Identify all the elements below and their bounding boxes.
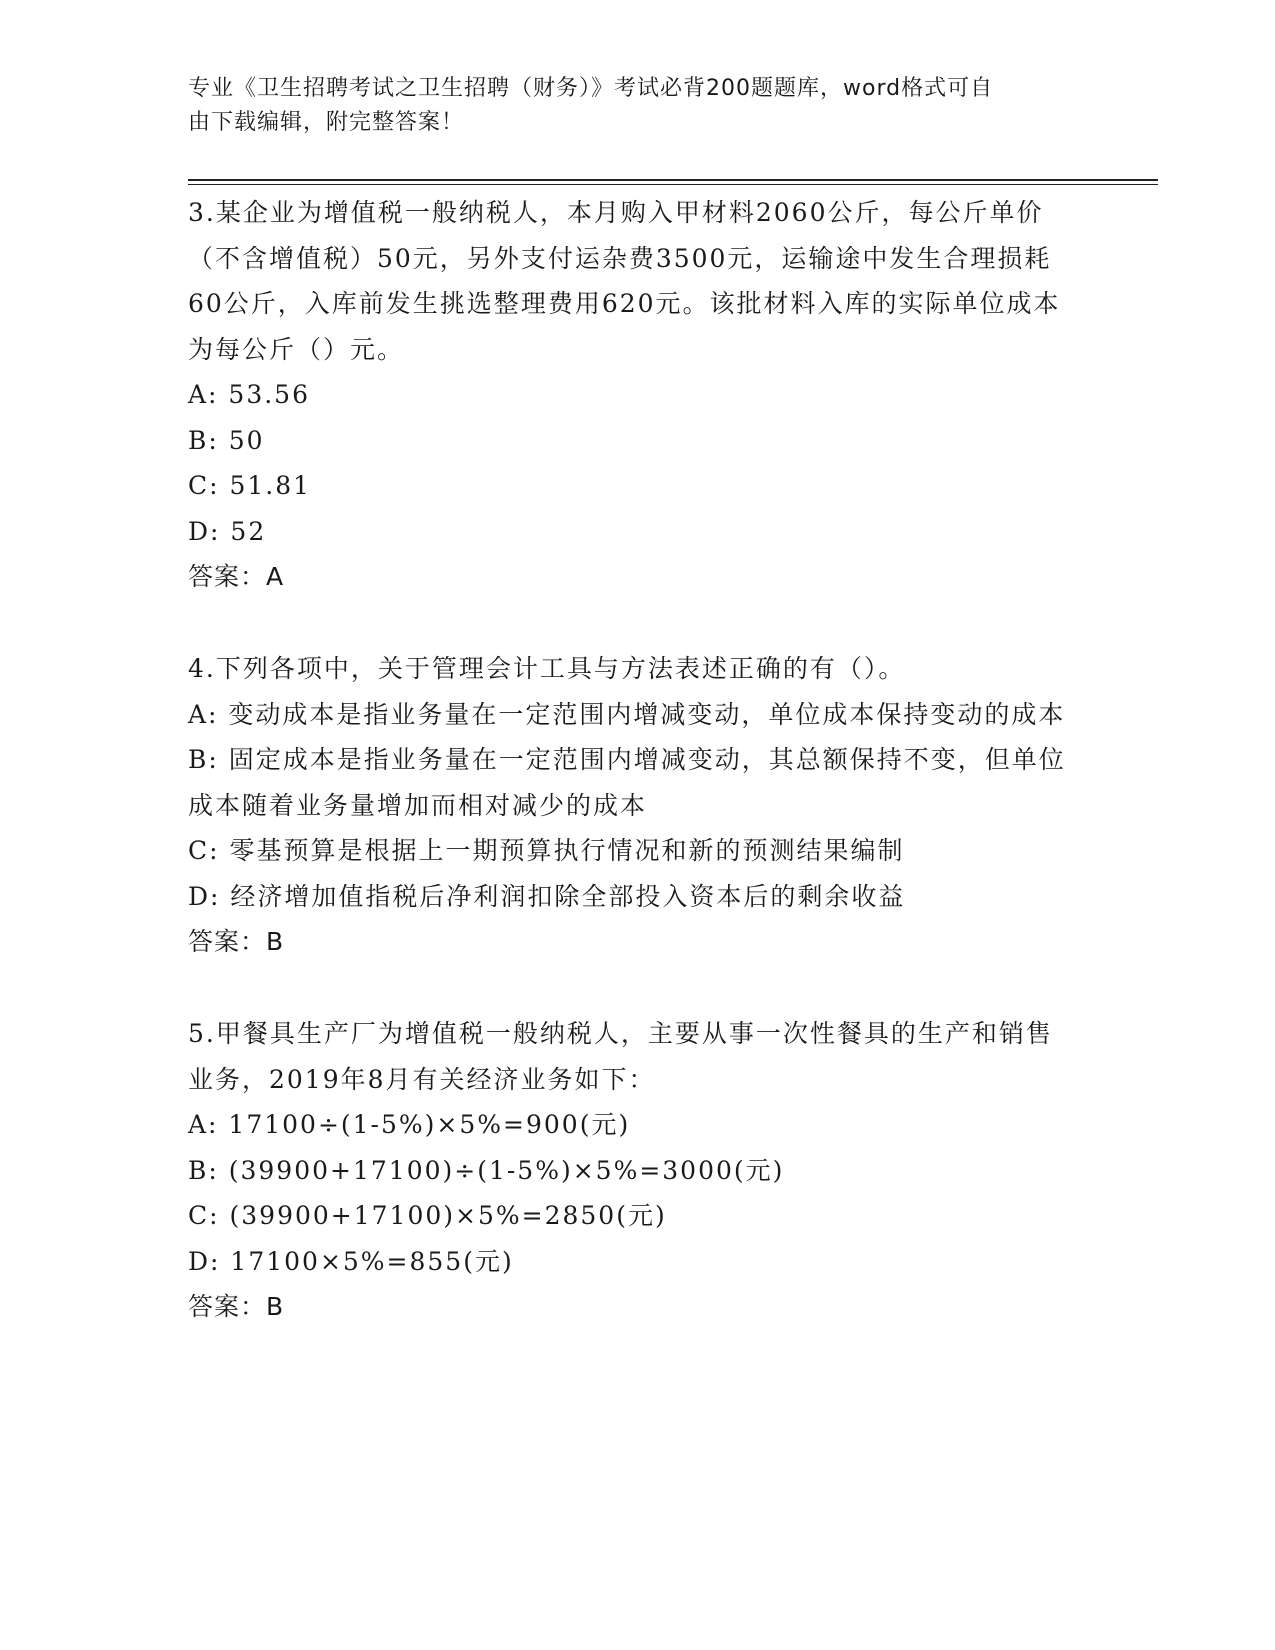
question-stem: 5.甲餐具生产厂为增值税一般纳税人，主要从事一次性餐具的生产和销售业务，2019年8月有关经济业务如下： [188,1019,1053,1094]
question-5 [188,1011,1078,1330]
header-line-2: 由下载编辑，附完整答案！ [188,110,465,135]
option-b: B: (39900+17100)÷(1-5%)×5%=3000(元) [188,1155,785,1185]
option-c: C: 零基预算是根据上一期预算执行情况和新的预测结果编制 [188,836,905,865]
answer-line: 答案：B [188,1292,285,1321]
option-b: B: 固定成本是指业务量在一定范围内增减变动，其总额保持不变，但单位成本随着业务量增加而相对减少的成本 [188,745,1066,820]
question-stem: 3.某企业为增值税一般纳税人，本月购入甲材料2060公斤，每公斤单价（不含增值税）50元，另外支付运杂费3500元，运输途中发生合理损耗60公斤，入库前发生挑选整理费用620元。该批材料入库的实际单位成本为每公斤（）元。 [188,198,1061,364]
question-list [188,190,1078,1376]
option-b: B: 50 [188,425,265,455]
option-a: A: 17100÷(1-5%)×5%=900(元) [188,1110,631,1139]
header-divider-thick [188,179,1158,181]
option-d: D: 17100×5%=855(元) [188,1246,514,1276]
question-3 [188,190,1078,600]
option-c: C: (39900+17100)×5%=2850(元) [188,1201,667,1230]
question-stem: 4.下列各项中，关于管理会计工具与方法表述正确的有（）。 [188,654,906,683]
option-d: D: 经济增加值指税后净利润扣除全部投入资本后的剩余收益 [188,881,906,911]
question-4 [188,646,1078,965]
document-header [188,72,1068,140]
answer-line: 答案：A [188,562,285,591]
answer-line: 答案：B [188,927,285,956]
header-line-1: 专业《卫生招聘考试之卫生招聘（财务）》考试必背200题题库，word格式可自 [188,76,994,101]
option-d: D: 52 [188,516,267,546]
option-c: C: 51.81 [188,471,312,500]
header-divider-thin [188,184,1158,185]
option-a: A: 53.56 [188,380,310,409]
option-a: A: 变动成本是指业务量在一定范围内增减变动，单位成本保持变动的成本 [188,699,1066,729]
